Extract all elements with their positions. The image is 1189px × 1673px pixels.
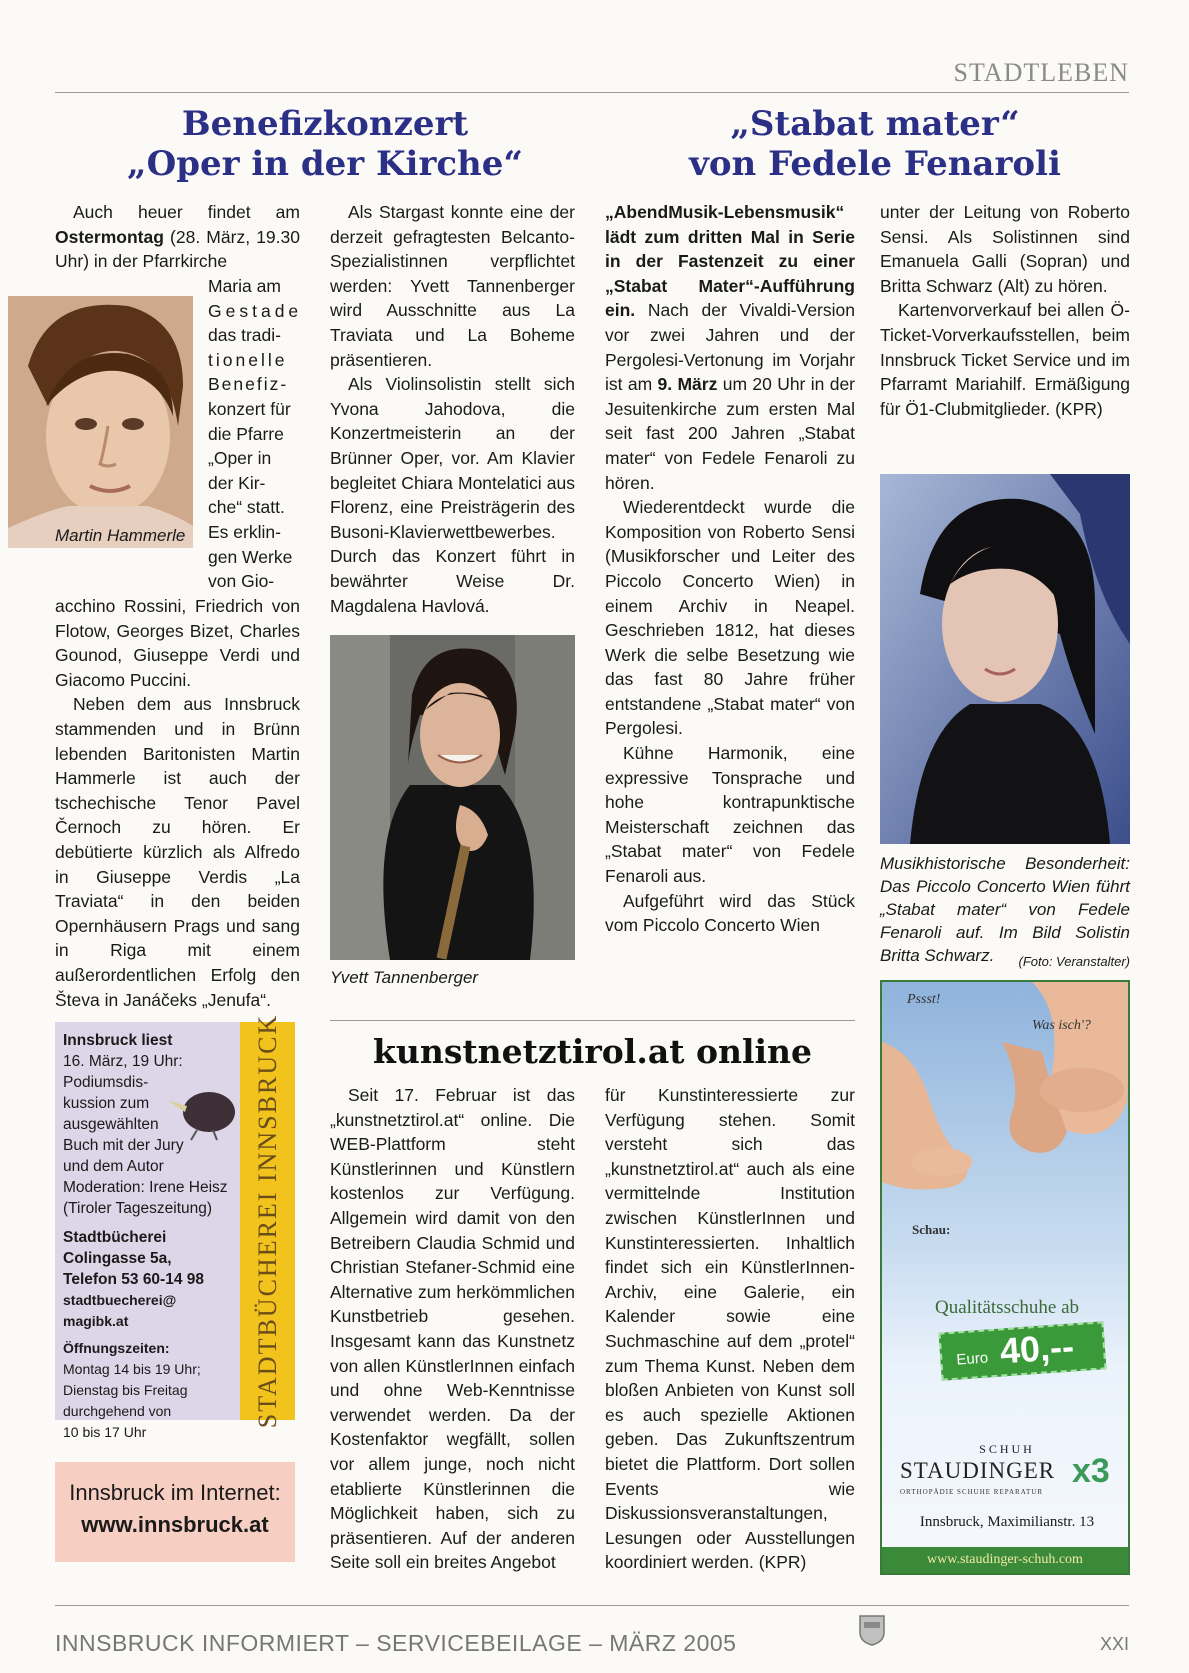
side-line: tionelle — [208, 349, 288, 370]
ad-address: Innsbruck, Maximilianstr. 13 — [919, 1514, 1095, 1530]
side-line: Benefiz- — [208, 374, 289, 395]
article3-rule — [330, 1020, 855, 1021]
side-line: Es erklin- — [208, 521, 281, 542]
col2-para1: Als Stargast konnte eine der derzeit gefragtesten Belcanto-Spezialistinnen verpflichtet werden: Yvett Tannenberger wird Ausschnitte aus La Traviata und La Boheme präsentieren. — [330, 202, 575, 370]
library-addr: Stadtbücherei — [63, 1229, 167, 1246]
ad-schuh: SCHUH — [979, 1442, 1035, 1456]
library-hours-title: Öffnungszeiten: — [63, 1340, 170, 1356]
library-line: Podiumsdis- — [63, 1074, 149, 1091]
side-line: von Gio- — [208, 571, 275, 592]
caption-text: Musikhistorische Besonderheit: Das Piccolo Concerto Wien führt „Stabat mater“ von Fedele Fenaroli auf. Im Bild Solistin Britta Schwarz. — [880, 854, 1130, 965]
article3-col2 — [605, 1083, 855, 1575]
coat-of-arms-icon — [858, 1614, 886, 1646]
col3-para4: Aufgeführt wird das Stück vom Piccolo Concerto Wien — [605, 890, 855, 936]
col1-top-4: 19.30 Uhr) in der Pfarrkirche — [55, 226, 300, 272]
article1-col1-rest — [55, 594, 300, 1012]
article1-title-line1: Benefizkonzert — [181, 104, 469, 144]
ad-headline: Qualitätsschuhe ab — [934, 1297, 1080, 1318]
col3-lead-bold: „AbendMusik-Lebensmusik“ lädt zum dritten Mal in Serie in der Fastenzeit zu einer „Stabat Mater“-Aufführung ein. — [605, 202, 855, 321]
portrait-woman-icon — [330, 635, 575, 960]
col3-para1 — [605, 200, 855, 495]
internet-link[interactable]: www.innsbruck.at — [81, 1512, 269, 1537]
internet-line1: Innsbruck im Internet: — [69, 1480, 281, 1505]
article3-title: kunstnetztirol.at online — [372, 1032, 813, 1071]
article2-col4 — [880, 200, 1130, 421]
col3-para3: Kühne Harmonik, eine expressive Tonsprache und hohe kontrapunktische Meisterschaft zeichnen das „Stabat mater“ von Fedele Fenaroli aus. — [605, 743, 855, 887]
ad-wasisch: Was isch'? — [1032, 1018, 1091, 1033]
library-box — [55, 1022, 240, 1440]
library-vertical-label: STADTBÜCHEREI INNSBRUCK — [252, 1013, 282, 1429]
col4-para1: unter der Leitung von Roberto Sensi. Als Solistinnen sind Emanuela Galli (Sopran) und Britta Schwarz (Alt) zu hören. — [880, 202, 1130, 296]
side-line: gen Werke — [208, 546, 293, 567]
article3-col2-text: für Kunstinteressierte zur Verfügung stehen. Somit versteht sich das „kunstnetztirol.at“ auch als eine vermittelnde Institution zwischen KünstlerInnen und Kunstinteressierten. Inhaltlich findet sich ein KünstlerInnen-Archiv, eine Galerie, ein Kalender sowie eine Suchmaschine auf dem „protel“ zum Thema Kunst. Neben dem bloßen Anbieten von Kunst soll es auch spezielle Aktionen geben. Das Zukunftszentrum bietet die Plattform. Dort sollen Events wie Diskussionsveranstaltungen, Lesungen oder Ausstellungen koordiniert werden. (KPR) — [605, 1085, 855, 1573]
col1-top — [55, 200, 300, 274]
library-line: ausgewählten — [63, 1116, 159, 1133]
library-hours-line: Dienstag bis Freitag — [63, 1382, 188, 1398]
article1-col1 — [55, 200, 300, 274]
header-rule — [55, 92, 1129, 93]
library-addr: magibk.at — [63, 1313, 129, 1329]
library-line: kussion zum — [63, 1095, 150, 1112]
ad-url[interactable]: www.staudinger-schuh.com — [882, 1547, 1128, 1573]
article1-title-line2: „Oper in der Kirche“ — [127, 144, 523, 184]
ad-price-tag — [939, 1321, 1107, 1380]
library-date: 16. März, 19 Uhr: — [63, 1053, 183, 1070]
library-hours-line: durchgehend von — [63, 1403, 172, 1419]
side-line: der Kir- — [208, 472, 266, 493]
library-hours-line: Montag 14 bis 19 Uhr; — [63, 1361, 201, 1377]
bird-icon — [167, 1082, 237, 1142]
col1-top-1: Auch heuer findet am — [73, 202, 300, 222]
article1-col2 — [330, 200, 575, 618]
photo-martin-hammerle — [8, 296, 193, 548]
col3-lead-rest-a: Nach der Vivaldi-Version vor zwei Jahren und der Pergolesi-Vertonung im Vorjahr ist am — [605, 300, 855, 395]
article2-title-line2: von Fedele Fenaroli — [689, 144, 1061, 184]
caption-britta-schwarz — [880, 852, 1130, 973]
library-strip — [240, 1013, 295, 1429]
caption-yvett-tannenberger: Yvett Tannenberger — [330, 968, 479, 987]
library-addr: Colingasse 5a, — [63, 1250, 172, 1267]
article2-title — [620, 104, 1130, 184]
col1-para1-rest: acchino Rossini, Friedrich von Flotow, Georges Bizet, Charles Gounod, Giuseppe Verdi und Giacomo Puccini. — [55, 596, 300, 690]
col1-side-text — [208, 274, 303, 594]
side-line: Gestade — [208, 300, 303, 321]
library-addr: stadtbuecherei@ — [63, 1292, 177, 1308]
side-line: „Oper in — [208, 448, 272, 469]
ad-brand: STAUDINGER — [900, 1458, 1056, 1483]
side-line: konzert für — [208, 398, 291, 419]
internet-box — [55, 1462, 295, 1562]
library-hours-line: 10 bis 17 Uhr — [63, 1424, 147, 1440]
photo-yvett-tannenberger — [330, 635, 575, 960]
section-label: STADTLEBEN — [953, 58, 1129, 87]
library-line: (Tiroler Tageszeitung) — [63, 1200, 213, 1217]
ad-staudinger[interactable] — [880, 980, 1130, 1575]
col1-top-3: (28. März, — [170, 226, 251, 247]
col1-para2: Neben dem aus Innsbruck stammenden und in Brünn lebenden Baritonisten Martin Hammerle ist auch der tschechische Tenor Pavel Černoch zu hören. Er debütierte kürzlich als Alfredo in Giuseppe Verdis „La Traviata“ in den beiden Opernhäusern Prags und sang in Riga mit einem außerordentlichen Erfolg den Števa in Janáčeks „Jenufa“. — [55, 694, 300, 1010]
ad-schau: Schau: — [912, 1222, 951, 1237]
ad-sub: ORTHOPÄDIE SCHUHE REPARATUR — [900, 1488, 1044, 1496]
library-addr: Telefon 53 60-14 98 — [63, 1271, 205, 1288]
col2-para2: Als Violinsolistin stellt sich Yvona Jahodova, die Konzertmeisterin an der Brünner Oper, vor. Am Klavier begleitet Chiara Montelatici aus Florenz, eine Preisträgerin des Busoni-Klavierwettbewerbes. Durch das Konzert führt in bewährter Weise Dr. Magdalena Havlová. — [330, 374, 575, 616]
article2-title-line1: „Stabat mater“ — [730, 104, 1020, 144]
portrait-singer-icon — [880, 474, 1130, 844]
col3-lead-rest-b: um 20 Uhr in der Jesuitenkirche zum ersten Mal seit fast 200 Jahren „Stabat mater“ von Fedele Fenaroli zu hören. — [605, 374, 855, 493]
footer-text: INNSBRUCK INFORMIERT – SERVICEBEILAGE – MÄRZ 2005 — [55, 1630, 737, 1656]
library-line: Buch mit der Jury — [63, 1137, 184, 1154]
library-title: Innsbruck liest — [63, 1032, 173, 1049]
photo-credit: (Foto: Veranstalter) — [1018, 954, 1130, 969]
col3-lead-date: 9. März — [657, 374, 718, 395]
side-line: che“ statt. — [208, 497, 285, 518]
ad-x3: x3 — [1072, 1452, 1110, 1490]
col1-date-bold: Ostermontag — [55, 226, 164, 247]
photo-britta-schwarz — [880, 474, 1130, 844]
ad-price: 40,-- — [998, 1325, 1076, 1372]
side-line: Maria am — [208, 276, 281, 296]
caption-martin-hammerle: Martin Hammerle — [55, 526, 186, 545]
article3-col1 — [330, 1083, 575, 1575]
article1-title — [55, 104, 595, 184]
col3-para2: Wiederentdeckt wurde die Komposition von Roberto Sensi (Musikforscher und Leiter des Piccolo Concerto Wien) in einem Archiv in Neapel. Geschrieben 1812, hat dieses Werk die selbe Besetzung wie das fast 80 Jahre früher entstandene „Stabat mater“ von Pergolesi. — [605, 497, 855, 739]
library-line: und dem Autor — [63, 1158, 164, 1175]
article2-col3 — [605, 200, 855, 938]
library-line: Moderation: Irene Heisz — [63, 1179, 228, 1196]
feet-icon — [882, 982, 1130, 1222]
side-line: das tradi- — [208, 325, 281, 346]
portrait-man-icon — [8, 296, 193, 548]
col4-para2: Kartenvorverkauf bei allen Ö-Ticket-Vorverkaufsstellen, beim Innsbruck Ticket Service und im Pfarramt Mariahilf. Ermäßigung für Ö1-Clubmitglieder. (KPR) — [880, 300, 1130, 419]
ad-pssst: Pssst! — [907, 992, 941, 1007]
article3-col1-text: Seit 17. Februar ist das „kunstnetztirol.at“ online. Die WEB-Plattform steht Künstlerinnen und Künstlern kostenlos zur Verfügung. Allgemein wird damit von den Betreibern Claudia Schmid und Christian Stefaner-Schmid eine Alternative zum herkömmlichen Kunstbetrieb gesehen. Insgesamt kann das Kunstnetz von allen KünstlerInnen einfach und ohne Web-Kenntnisse verwendet werden. Da der Kostenfaktor wegfällt, sollen vor allem junge, noch nicht etablierte Künstlerinnen die Möglichkeit haben, sich zu präsentieren. Auf der anderen Seite soll ein breites Angebot — [330, 1085, 575, 1573]
page-number: XXI — [1099, 1634, 1129, 1654]
ad-price-prefix: Euro — [955, 1349, 989, 1369]
footer-rule — [55, 1605, 1129, 1606]
side-line: die Pfarre — [208, 423, 284, 444]
